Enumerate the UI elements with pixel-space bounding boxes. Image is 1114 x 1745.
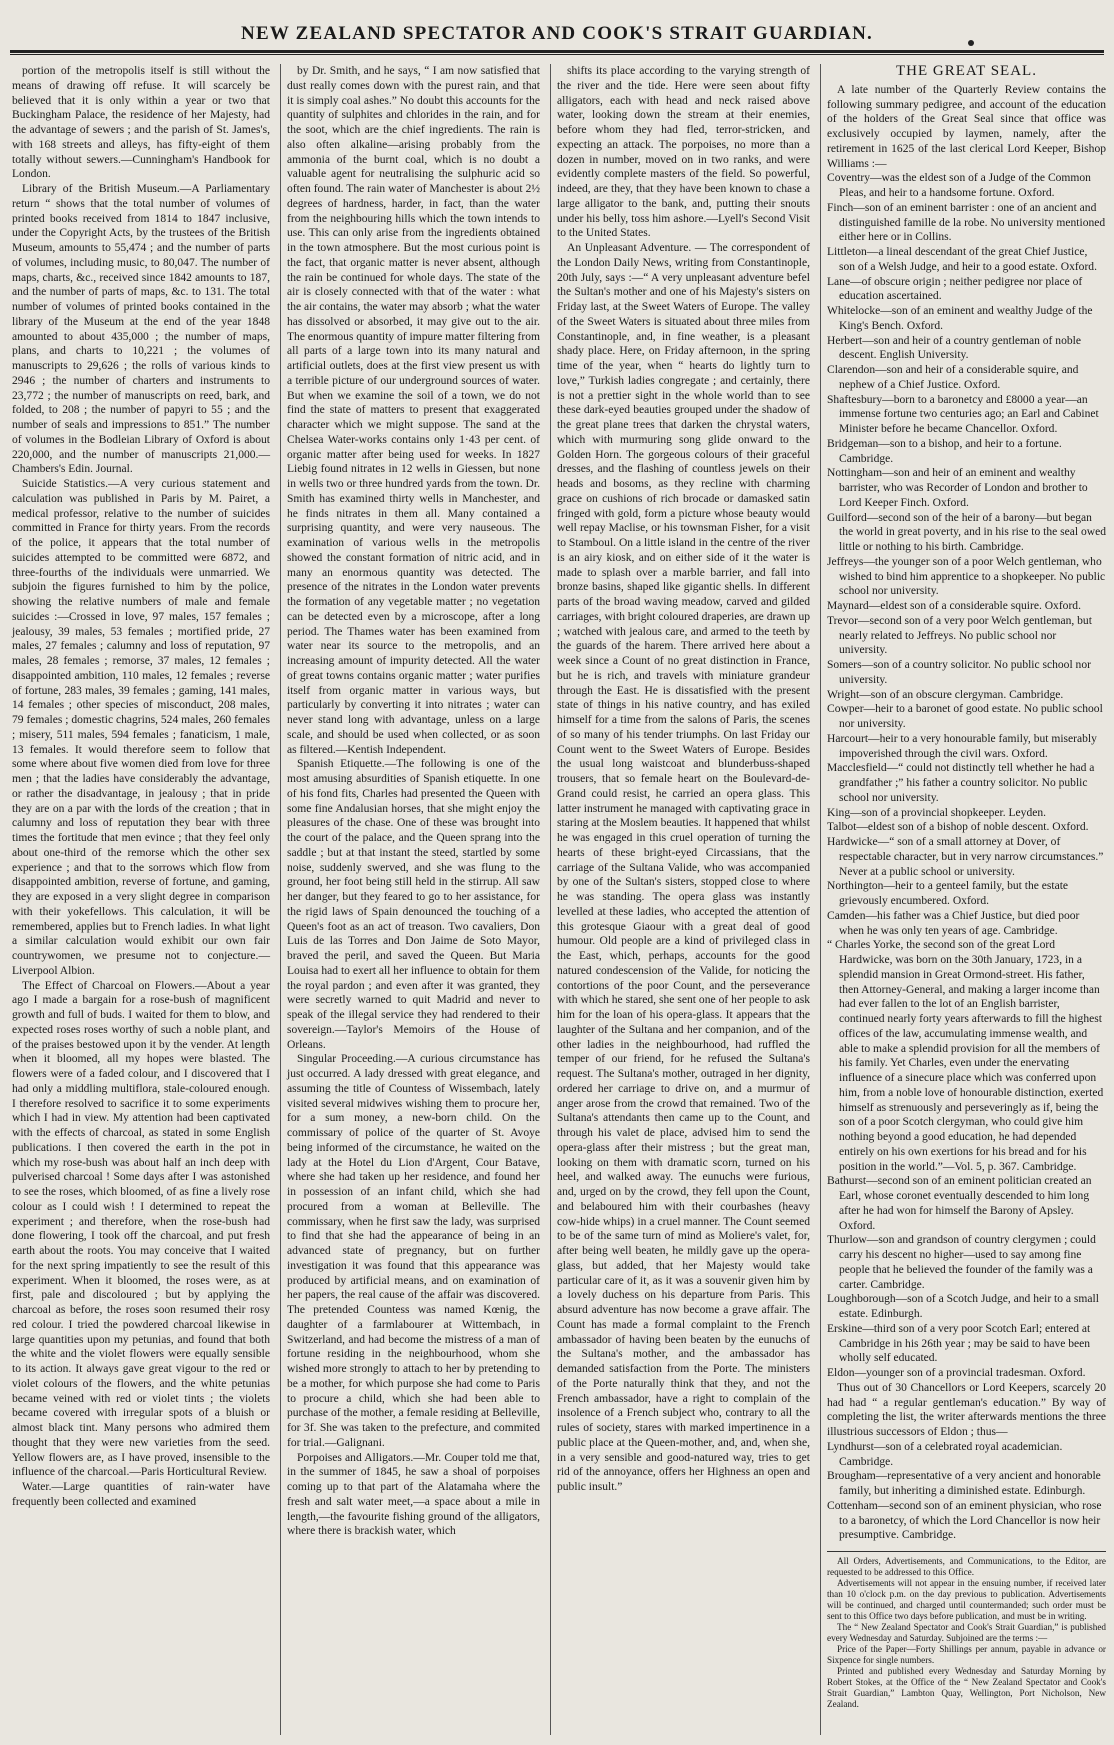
paragraph: Suicide Statistics.—A very curious statement and calculation was published in Paris by M. Pairet, a medical professor, relative to the number of suicides committed in France for thirty years. From the records of the police, it appears that the total number of suicides attempted to be committed were 6872, and three-fourths of the individuals were unmarried. We subjoin the figures furnished to him by the police, showing the relative numbers of male and female suicides :—Crossed in love, 97 males, 157 females ; jealousy, 39 males, 53 females ; mortified pride, 27 males, 27 females ; calumny and loss of reputation, 97 males, 28 females ; remorse, 37 males, 12 females ; disappointed ambition, 110 males, 12 females ; reverse of fortune, 283 males, 39 females ; gaming, 141 males, 14 females ; other species of misconduct, 208 males, 79 females ; domestic chagrins, 524 males, 260 females ; misery, 511 males, 594 females ; fanaticism, 1 male, 13 females. It would therefore seem to follow that some where about five women died from love for three men ; that the ladies have considerably the advantage, or rather the disadvantage, in jealousy ; that in pride they are on a par with the lords of the creation ; that in calumny and loss of reputation they bear with three times the fortitude that men evince ; that they feel only about one-third of the remorse which the other sex experience ; and that to the sorrows which flow from disappointed ambition, reverse of fortune, and gaming, they are exposed in a very slight degree in comparison with their yokefellows. This calculation, it will be remembered, applies but to French ladies. In what light a similar calculation would exhibit our own fair countrywomen, we presume not to conjecture.—Liverpool Albion. (12, 478, 270, 977)
paragraph: Spanish Etiquette.—The following is one of the most amusing absurdities of Spanish etiquette. In one of his fond fits, Charles had presented the Queen with some fine Andalusian horses, that she might enjoy the pleasures of the chase. One of these was brought into the court of the palace, and the Queen sprang into the saddle ; but at that instant the steed, startled by some noise, suddenly swerved, and she was flung to the ground, her foot being still held in the stirrup. All saw her danger, but they feared to go to her assistance, for the rigid laws of Spain denounced the touching of a Queen's foot as an act of treason. Two cavaliers, Don Luis de las Torres and Don Jaime de Soto Mayor, braved the peril, and saved the Queen. But Maria Louisa had to exert all her influence to obtain for them the royal pardon ; and even after it was granted, they were secretly warned to quit Madrid and never to speak of the illegal service they had rendered to their sovereign.—Taylor's Memoirs of the House of Orleans. (287, 758, 540, 1051)
list-item: Bathurst—second son of an eminent politician created an Earl, whose coronet eventually descended to him long after he had won for himself the Barony of Apsley. Oxford. (827, 1175, 1092, 1232)
list-item: Whitelocke—son of an eminent and wealthy Judge of the King's Bench. Oxford. (827, 305, 1093, 332)
paragraph: by Dr. Smith, and he says, “ I am now satisfied that dust really comes down with the purest rain, and that it is simply coal ashes.” No doubt this accounts for the quantity of sulphites and chlorides in the rain, and for the soot, which are the chief ingredients. The rain is also often alkaline—arising probably from the ammonia of the burnt coal, which is no doubt a valuable agent for neutralising the sulphuric acid so often found. The rain water of Manchester is about 2½ degrees of hardness, harder, in fact, than the water from the neighbouring hills which the town intends to use. This can only arise from the ingredients obtained in the town atmosphere. But the most curious point is the fact, that organic matter is never absent, although the rain be continued for whole days. The state of the air is closely connected with that of the water : what the air contains, the water may absorb ; what the water has dissolved or absorbed, it may give out to the air. The enormous quantity of impure matter filtering from all parts of a large town into its many natural and artificial outlets, does at the first view present us with a terrible picture of our underground sources of water. But when we examine the soil of a town, we do not find the state of matters to present that exaggerated character which we might suppose. The sand at the Chelsea Water-works contains only 1·43 per cent. of organic matter after being used for weeks. In 1827 Liebig found nitrates in 12 wells in Giessen, but none in wells two or three hundred yards from the town. Dr. Smith has examined thirty wells in Manchester, and he finds nitrates in them all. Many contained a surprising quantity, and were very nauseous. The examination of various wells in the metropolis showed the constant formation of nitric acid, and in many an enormous quantity was detected. The presence of the nitrates in the London water prevents the formation of any vegetable matter ; no vegetation can be detected even by a microscope, after a long period. The Thames water has been examined from water near its source to the metropolis, and an increasing amount of impurity detected. All the water of great towns contains organic matter ; water purifies itself from organic matter in various ways, but particularly by converting it into nitrates ; water can never stand long with advantage, unless on a large scale, and should be used when collected, or as soon as filtered.—Kentish Independent. (287, 65, 540, 756)
list-item: King—son of a provincial shopkeeper. Leyden. (827, 806, 1047, 819)
notice-line: Price of the Paper—Forty Shillings per annum, payable in advance or Sixpence for single numbers. (827, 1644, 1106, 1665)
paragraph: Water.—Large quantities of rain-water have frequently been collected and examined (12, 1481, 270, 1508)
list-item: Eldon—younger son of a provincial tradesman. Oxford. (827, 1367, 1086, 1379)
notice-line: The “ New Zealand Spectator and Cook's Strait Guardian,” is published every Wednesday and Saturday. Subjoined are the terms :— (827, 1622, 1106, 1643)
list-item: Lyndhurst—son of a celebrated royal academician. Cambridge. (827, 1440, 1063, 1468)
list-item: Talbot—eldest son of a bishop of noble descent. Oxford. (827, 821, 1089, 834)
list-item: Coventry—was the eldest son of a Judge of the Common Pleas, and heir to a handsome fortune. Oxford. (827, 172, 1091, 199)
masthead-rule-thin (10, 54, 1104, 55)
list-item: Thurlow—son and grandson of country clergymen ; could carry his descent no higher—used to say among fine people that he believed the founder of the family was a carter. Cambridge. (827, 1234, 1096, 1291)
successor-list (827, 1440, 1106, 1543)
publication-notice (827, 1551, 1106, 1710)
notice-line: Advertisements will not appear in the ensuing number, if received later than 10 o'clock p.m. on the day previous to publication. Advertisements will be continued, and charged until countermanded; such order must be sent to this Office two days before publication, and must be in writing. (827, 1578, 1106, 1621)
list-item: Northington—heir to a genteel family, but the estate grievously encumbered. Oxford. (827, 880, 1069, 907)
masthead: NEW ZEALAND SPECTATOR AND COOK'S STRAIT GUARDIAN. (241, 23, 873, 44)
list-item: Jeffreys—the younger son of a poor Welch gentleman, who wished to bind him apprentice to a shopkeeper. No public school nor university. (827, 555, 1106, 598)
list-item: Harcourt—heir to a very honourable family, but miserably impoverished through the civil wars. Oxford. (827, 732, 1097, 760)
ink-dot (968, 40, 974, 46)
chancellor-list (827, 171, 1106, 1381)
list-item: Nottingham—son and heir of an eminent and wealthy barrister, who was Recorder of London and brother to Lord Keeper Finch. Oxford. (827, 467, 1088, 509)
list-item: Guilford—second son of the heir of a barony—but began the world in great poverty, and in his rise to the seal owed little or nothing to his birth. Cambridge. (827, 511, 1107, 553)
paragraph: portion of the metropolis itself is still without the means of drawing off refuse. It will scarcely be believed that it is only within a year or two that Buckingham Palace, the residence of her Majesty, had the advantage of sewers ; and the parish of St. James's, with 168 streets and alleys, has fifty-eight of them totally without sewers.—Cunningham's Handbook for London. (12, 65, 270, 181)
column-1 (10, 64, 272, 1735)
list-item: Clarendon—son and heir of a considerable squire, and nephew of a Chief Justice. Oxford. (827, 364, 1079, 391)
section-title: THE GREAT SEAL. (896, 64, 1037, 79)
list-item: Shaftesbury—born to a baronetcy and £8000 a year—an immense fortune two centuries ago; an Earl and Cabinet Minister before he became Chancellor. Oxford. (827, 393, 1099, 435)
paragraph: An Unpleasant Adventure. — The correspondent of the London Daily News, writing from Constantinople, 20th July, says :—“ A very unpleasant adventure befel the Sultan's mother and one of his Majesty's sisters on Friday last, at the Sweet Waters of Europe. The valley of the Sweet Waters is situated about three miles from Constantinople, and, in fine weather, is a pleasant shady place. Here, on Friday afternoon, in the spring time of the year, when “ hearts do lightly turn to love,” Turkish ladies congregate ; and certainly, there is not a prettier sight in the whole world than to see these dark-eyed beauties grouped under the shadow of the great plane trees that darken the chrystal waters, which with murmuring song glide onward to the Golden Horn. The gorgeous colours of their graceful dresses, and the flashing of countless jewels on their heads and bosoms, as they recline with charming grace on cushions of rich brocade or damasked satin fringed with gold, form a picture whose beauty would well repay Maclise, or his townsman Fisher, for a visit to Stamboul. On a little island in the centre of the river is an airy kiosk, and on either side of it the water is made to splash over a marble barrier, and fall into bronze basins, shaped like gigantic shells. In different parts of the broad waving meadow, carved and gilded carriages, with bright coloured draperies, are drawn up ; watched with jealous care, and armed to the teeth by the guards of the harem. There arrived here about a week since a Count of no great distinction in France, but he is rich, and travels with miniature grandeur through the East. He is dissatisfied with the present state of things in his native country, and has exiled himself for a time from the salons of Paris, the scenes of so many of his tender triumphs. On last Friday our Count went to the Sweet Waters of Europe. Besides the usual long waistcoat and blunderbuss-shaped trousers, that so female heart on the Boulevard-de-Grand could resist, he carried an opera glass. This latter instrument he managed with captivating grace in staring at the Moslem beauties. It happened that whilst he was engaged in this cruel operation of turning the hearts of these bright-eyed Circassians, that the carriage of the Sultana Valide, who was accompanied by one of the Sultan's sisters, stopped close to where he was standing. The opera glass was instantly levelled at these ladies, who accepted the attention of this grotesque Giaour with a great deal of good humour. Old people are a kind of privileged class in the East, which, perhaps, accounts for the good natured condescension of the Valide, for noticing the contortions of the poor Count, and the perseverance with which he stared, she sent one of her people to ask him for the loan of his opera-glass. It appears that the laughter of the Sultana and her companion, and of the other ladies in the neighbourhood, had ruffled the temper of our friend, for he refused the Sultana's request. The Sultana's mother, outraged in her dignity, ordered her carriage to drive on, and a murmur of anger arose from the crowd that remained. Two of the Sultana's attendants then came up to the Count, and through his valet de place, advised him to send the opera-glass after their mistress ; but the great man, looking on them with dramatic scorn, turned on his heel, and walked away. The eunuchs were furious, and, urged on by the crowd, they fell upon the Count, and belaboured him with their courbashes (heavy cow-hide whips) in a cruel manner. The Count seemed to be of the same turn of mind as Moliere's valet, for, after being well beaten, he mildly gave up the opera-glass, but added, that her Majesty would take particular care of it, as it was a souvenir given him by a lovely duchess on his departure from Paris. This absurd adventure has now become a grave affair. The Count has made a formal complaint to the French ambassador of having been beaten by the eunuchs of the Sultana's mother, and the ambassador has demanded satisfaction from the Porte. The ministers of the Porte naturally think that they, and not the French ambassador, have a right to complain of the insolence of a French subject who, contrary to all the rules of society, stares with marked impertinence in a public place at the Queen-mother, and, and, when she, in a very sensible and good-natured way, tries to get rid of the annoyance, offers her Highness an open and public insult.” (557, 242, 810, 1493)
list-item: Cowper—heir to a baronet of good estate. No public school nor university. (827, 703, 1103, 730)
list-item: Hardwicke—“ son of a small attorney at Dover, of respectable character, but in very narrow circumstances.” Never at a public school or university. (827, 836, 1104, 878)
paragraph: A late number of the Quarterly Review contains the following summary pedigree, and account of the education of the holders of the Great Seal since that office was exclusively occupied by laymen, namely, after the retirement in 1625 of the last clerical Lord Keeper, Bishop Williams :— (827, 83, 1106, 170)
paragraph: Thus out of 30 Chancellors or Lord Keepers, scarcely 20 had had “ a regular gentleman's education.” By way of completing the list, the writer afterwards mentions the three illustrious successors of Eldon ; thus— (827, 1381, 1106, 1438)
list-item: Brougham—representative of a very ancient and honorable family, but inheriting a diminished estate. Edinburgh. (827, 1470, 1101, 1497)
list-item: Erskine—third son of a very poor Scotch Earl; entered at Cambridge in his 26th year ; may be said to have been wholly self educated. (827, 1322, 1091, 1365)
column-2 (280, 64, 542, 1735)
list-item: Finch—son of an eminent barrister : one of an ancient and distinguished famille de la robe. No university mentioned either here or in Collins. (827, 201, 1106, 244)
notice-line: All Orders, Advertisements, and Communications, to the Editor, are requested to be addressed to this Office. (827, 1556, 1106, 1577)
paragraph: Porpoises and Alligators.—Mr. Couper told me that, in the summer of 1845, he saw a shoal of porpoises coming up to that part of the Alatamaha where the fresh and salt water meet,—a space about a mile in length,—the favourite fishing ground of the alligators, where there is brackish water, which (287, 1451, 540, 1538)
list-item: Bridgeman—son to a bishop, and heir to a fortune. Cambridge. (827, 437, 1062, 465)
column-4 (820, 64, 1108, 1735)
list-item: Cottenham—second son of an eminent physician, who rose to a baronetcy, of which the Lord Chancellor is now heir presumptive. Cambridge. (827, 1499, 1102, 1542)
columns (10, 64, 1107, 1735)
list-item: Macclesfield—“ could not distinctly tell whether he had a grandfather ;” his father a country solicitor. No public school nor university. (827, 762, 1095, 804)
list-item: Loughborough—son of a Scotch Judge, and heir to a small estate. Edinburgh. (827, 1293, 1099, 1320)
list-item: Maynard—eldest son of a considerable squire. Oxford. (827, 600, 1081, 612)
paragraph: shifts its place according to the varying strength of the river and the tide. Here were seen about fifty alligators, each with head and neck raised above water, looking down the stream at their enemies, before whom they had fled, terror-stricken, and expecting an attack. The porpoises, no more than a dozen in number, moved on in two ranks, and were evidently complete masters of the field. So powerful, indeed, are they, that they have been known to chase a large alligator to the bank, and, putting their snouts under his belly, toss him ashore.—Lyell's Second Visit to the United States. (557, 65, 810, 240)
paragraph: Library of the British Museum.—A Parliamentary return “ shows that the total number of volumes of printed books received from 1814 to 1847 inclusive, under the Copyright Acts, by the trustees of the British Museum, amounts to 55,474 ; and the number of parts of volumes, including music, to 80,047. The number of maps, charts, &c., received since 1842 amounts to 187, and the number of parts of maps, &c. to 131. The total number of volumes of printed books contained in the library of the Museum at the end of the year 1848 amounted to about 435,000 ; the number of maps, plans, and charts to 10,221 ; the volumes of manuscripts to 29,626 ; the rolls of various kinds to 2946 ; the number of charters and instruments to 23,772 ; the number of manuscripts on reed, bark, and folded, to 208 ; the number of papyri to 55 ; and the number of seals and impressions to 851.” The number of volumes in the Bodleian Library of Oxford is about 220,000, and the number of manuscripts 21,000.—Chambers's Edin. Journal. (12, 183, 270, 476)
paragraph: Singular Proceeding.—A curious circumstance has just occurred. A lady dressed with great elegance, and assuming the title of Countess of Wissembach, lately visited several midwives wishing them to procure her, for a sum money, a new-born child. On the commissary of police of the quarter of St. Avoye being informed of the circumstance, he waited on the lady at the Hotel du Lion d'Argent, Cour Batave, where she had taken up her residence, and found her in possession of an infant child, which she had procured from a woman at Belleville. The commissary, when he first saw the lady, was surprised to find that she had the appearance of being in an advanced state of pregnancy, but on further investigation it was found that this appearance was produced by artificial means, and on examination of her papers, the real cause of the affair was discovered. The pretended Countess was named Kœnig, the daughter of a farmlabourer at Wittembach, in Switzerland, and had become the mistress of a man of fortune residing in the neighbourhood, whom she wished more strongly to attach to her by pretending to be a mother, for which purpose she had come to Paris to procure a child, which she had been able to purchase of the mother, a female residing at Belleville, for 3f. She was taken to the prefecture, and commited for trial.—Galignani. (287, 1053, 540, 1449)
list-item: Lane—of obscure origin ; neither pedigree nor place of education ascertained. (827, 275, 1083, 303)
column-3 (550, 64, 812, 1735)
paragraph: The Effect of Charcoal on Flowers.—About a year ago I made a bargain for a rose-bush of magnificent growth and full of buds. I waited for them to blow, and expected roses roses worthy of such a noble plant, and of the praises bestowed upon it by the vender. At length when it bloomed, all my hopes were blasted. The flowers were of a faded colour, and I discovered that I had only a middling multiflora, stale-coloured enough. I therefore resolved to sacrifice it to some experiments which I had in view. My attention had been captivated with the effects of charcoal, as stated in some English publications. I then covered the earth in the pot in which my rose-bush was about half an inch deep with pulverised charcoal ! Some days after I was astonished to see the roses, which bloomed, of as fine a lively rose colour as I could wish ! I determined to repeat the experiment ; and therefore, when the rose-bush had done flowering, I took off the charcoal, and put fresh earth about the roots. You may conceive that I waited for the next spring impatiently to see the result of this experiment. When it bloomed, the roses were, as at first, pale and discoloured ; but by applying the charcoal as before, the roses soon resumed their rosy red colour. I tried the powdered charcoal likewise in large quantities upon my petunias, and found that both the white and the violet flowers were equally sensible to its action. It always gave great vigour to the red or violet colours of the flowers, and the white petunias became veined with red or violet tints ; the violets became covered with irregular spots of a bluish or almost black tint. Many persons who admired them thought that they were new varieties from the seed. Yellow flowers are, as I have proved, insensible to the influence of the charcoal.—Paris Horticultural Review. (12, 979, 270, 1479)
list-item: Littleton—a lineal descendant of the great Chief Justice, son of a Welsh Judge, and heir to a good estate. Oxford. (827, 246, 1097, 273)
list-item: Somers—son of a country solicitor. No public school nor university. (827, 659, 1091, 686)
list-item: Trevor—second son of a very poor Welch gentleman, but nearly related to Jeffreys. No public school nor university. (827, 614, 1092, 657)
notice-line: Printed and published every Wednesday and Saturday Morning by Robert Stokes, at the Office of the “ New Zealand Spectator and Cook's Strait Guardian,” Lambton Quay, Wellington, Port Nicholson, New Zealand. (827, 1666, 1106, 1709)
list-item: “ Charles Yorke, the second son of the great Lord Hardwicke, was born on the 30th January, 1723, in a splendid mansion in Great Ormond-street. His father, then Attorney-General, and making a larger income than had ever fallen to the lot of an English barrister, continued nearly forty years afterwards to fill the highest offices of the law, accumulating immense wealth, and able to make a splendid provision for all the members of his family. Yet Charles, even under the enervating influence of a sinecure place which was conferred upon him, from a noble love of honourable distinction, exerted himself as strenuously and perseveringly as if, being the son of a poor Scotch clergyman, who could give him nothing beyond a good education, he had depended entirely on his own exertions for his bread and for his position in the world.”—Vol. 5, p. 367. Cambridge. (827, 939, 1104, 1173)
list-item: Camden—his father was a Chief Justice, but died poor when he was only ten years of age. Cambridge. (827, 909, 1080, 937)
list-item: Herbert—son and heir of a country gentleman of noble descent. English University. (827, 334, 1081, 362)
list-item: Wright—son of an obscure clergyman. Cambridge. (827, 688, 1064, 701)
masthead-rule (10, 50, 1104, 53)
